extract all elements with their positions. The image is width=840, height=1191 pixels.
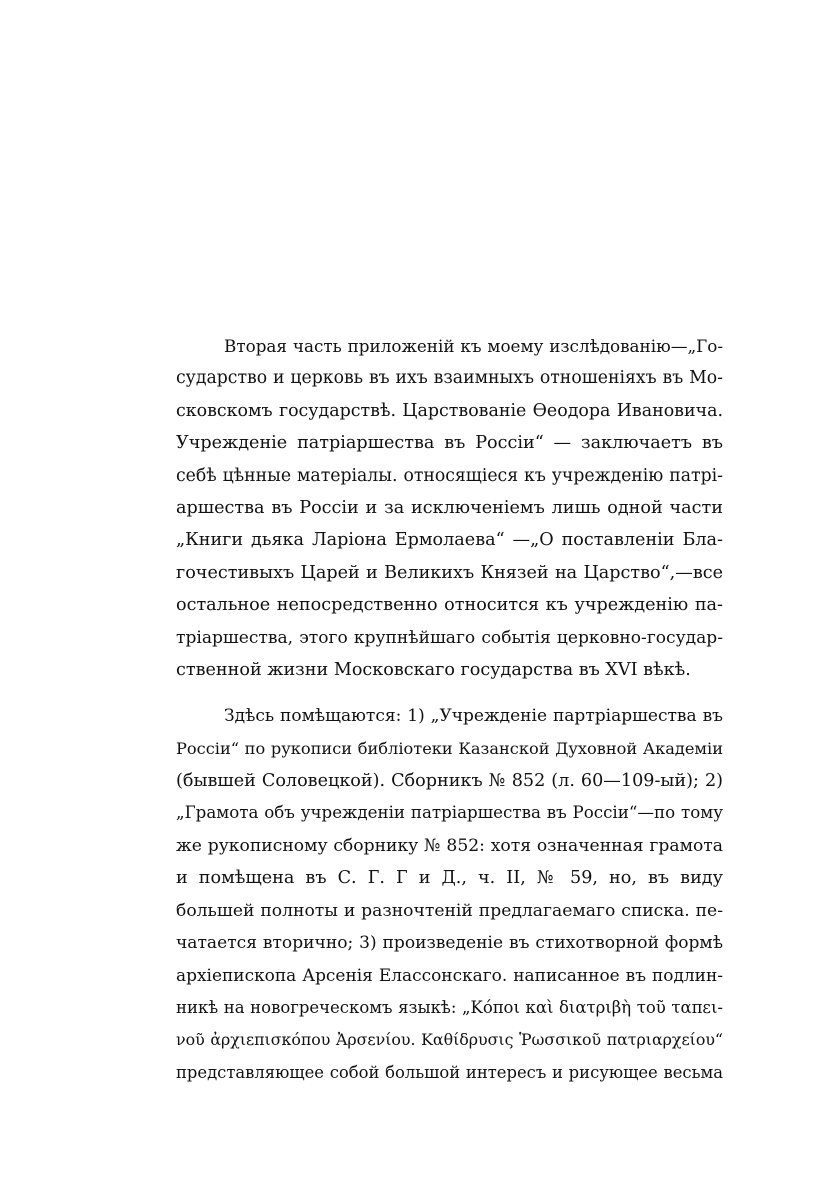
text-line: архіепископа Арсенія Елассонскаго. написанное въ подлин- <box>176 965 723 986</box>
text-line: Вторая часть приложеній къ моему изслѣдованію—„Го- <box>224 336 723 356</box>
text-line: остальное непосредственно относится къ учрежденію па- <box>176 595 723 616</box>
text-line: аршества въ Россіи и за исключеніемъ лишь одной части <box>176 497 723 518</box>
text-line: никѣ на новогреческомъ языкѣ: „Κόποι καὶ διατριβὴ τοῦ ταπει- <box>176 997 723 1017</box>
text-line: сковскомъ государствѣ. Царствованіе Өеодора Ивановича. <box>176 400 723 421</box>
text-line: чатается вторично; 3) произведеніе въ стихотворной формѣ <box>176 933 723 954</box>
text-line: представляющее собой большой интересъ и рисующее весьма <box>176 1062 723 1082</box>
text-line: гочестивыхъ Царей и Великихъ Князей на Царство“,—все <box>176 562 723 583</box>
text-line: (бывшей Соловецкой). Сборникъ № 852 (л. 60—109-ый); 2) <box>176 771 723 792</box>
text-line: себѣ цѣнные матеріалы. относящіеся къ учрежденію патрі- <box>176 465 723 486</box>
text-line: тріаршества, этого крупнѣйшаго событія церковно-государ- <box>176 627 723 648</box>
text-line: и помѣщена въ С. Г. Г и Д., ч. II, № 59, но, въ виду <box>176 868 723 889</box>
paragraph-2 <box>176 700 723 1089</box>
text-line: ственной жизни Московскаго государства въ XVI вѣкѣ. <box>176 659 691 680</box>
paragraph-1 <box>176 330 723 686</box>
text-line: Здѣсь помѣщаются: 1) „Учрежденіе партріаршества въ <box>224 706 723 727</box>
text-line: сударство и церковь въ ихъ взаимныхъ отношеніяхъ въ Мо- <box>176 368 723 389</box>
document-page <box>176 330 723 1089</box>
text-line: νοῦ ἀρχιεπισκόπου Ἀρσενίου. Καθίδρυσις Ῥωσσικοῦ πατριαρχείου“ <box>176 1030 723 1050</box>
text-line: большей полноты и разночтеній предлагаемаго списка. пе- <box>176 900 723 921</box>
text-line: „Грамота объ учрежденіи патріаршества въ Россіи“—по тому <box>176 803 723 823</box>
text-line: же рукописному сборнику № 852: хотя означенная грамота <box>176 835 723 856</box>
text-line: Учрежденіе патріаршества въ Россіи“ — заключаетъ въ <box>176 433 723 454</box>
text-line: Россіи“ по рукописи библіотеки Казанской Духовной Академіи <box>176 738 723 758</box>
text-line: „Книги дьяка Ларіона Ермолаева“ —„О поставленіи Бла- <box>176 530 723 551</box>
